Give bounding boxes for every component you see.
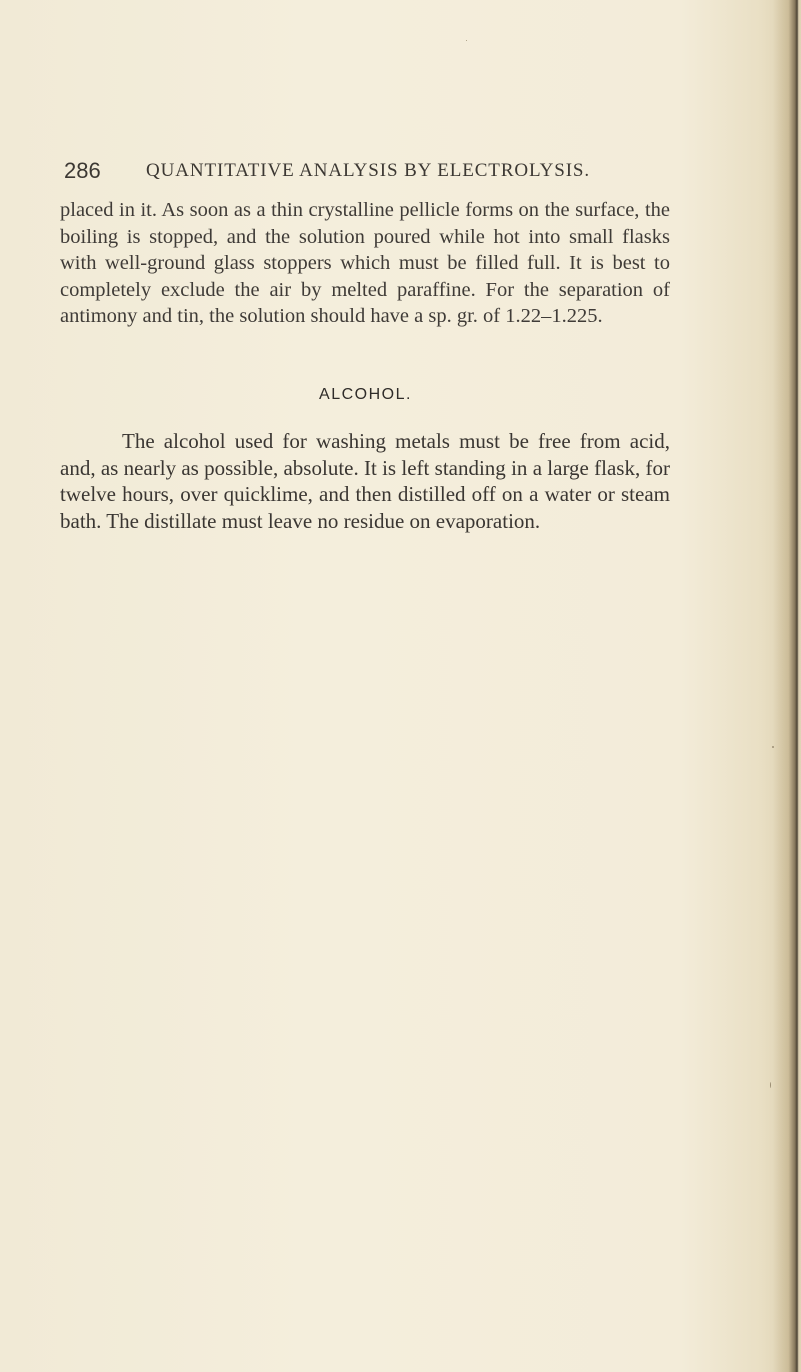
page-number: 286 [64, 158, 101, 183]
section-heading [0, 386, 801, 404]
running-head [64, 158, 624, 188]
paragraph-continued: placed in it. As soon as a thin crystalline pellicle forms on the surface, the boiling is stopped, and the solution poured while hot into small flasks with well-ground glass stoppers which must be filled full. It is best to completely exclude the air by melted paraffine. For the separation of antimony and tin, the solution should have a sp. gr. of 1.22–1.225. [60, 199, 670, 328]
paper-speck [772, 746, 774, 748]
section-heading-text: ALCOHOL. [319, 386, 412, 403]
page-edge-shadow [773, 0, 801, 1372]
running-head-title: QUANTITATIVE ANALYSIS BY ELECTROLYSIS. [146, 160, 591, 181]
paper-speck [770, 1082, 771, 1088]
paper-speck [466, 40, 467, 41]
paragraph-alcohol: The alcohol used for washing metals must be free from acid, and, as nearly as possible, absolute. It is left standing in a large flask, for twelve hours, over quicklime, and then distilled off on a water or steam bath. The distillate must leave no residue on evaporation. [60, 429, 670, 533]
